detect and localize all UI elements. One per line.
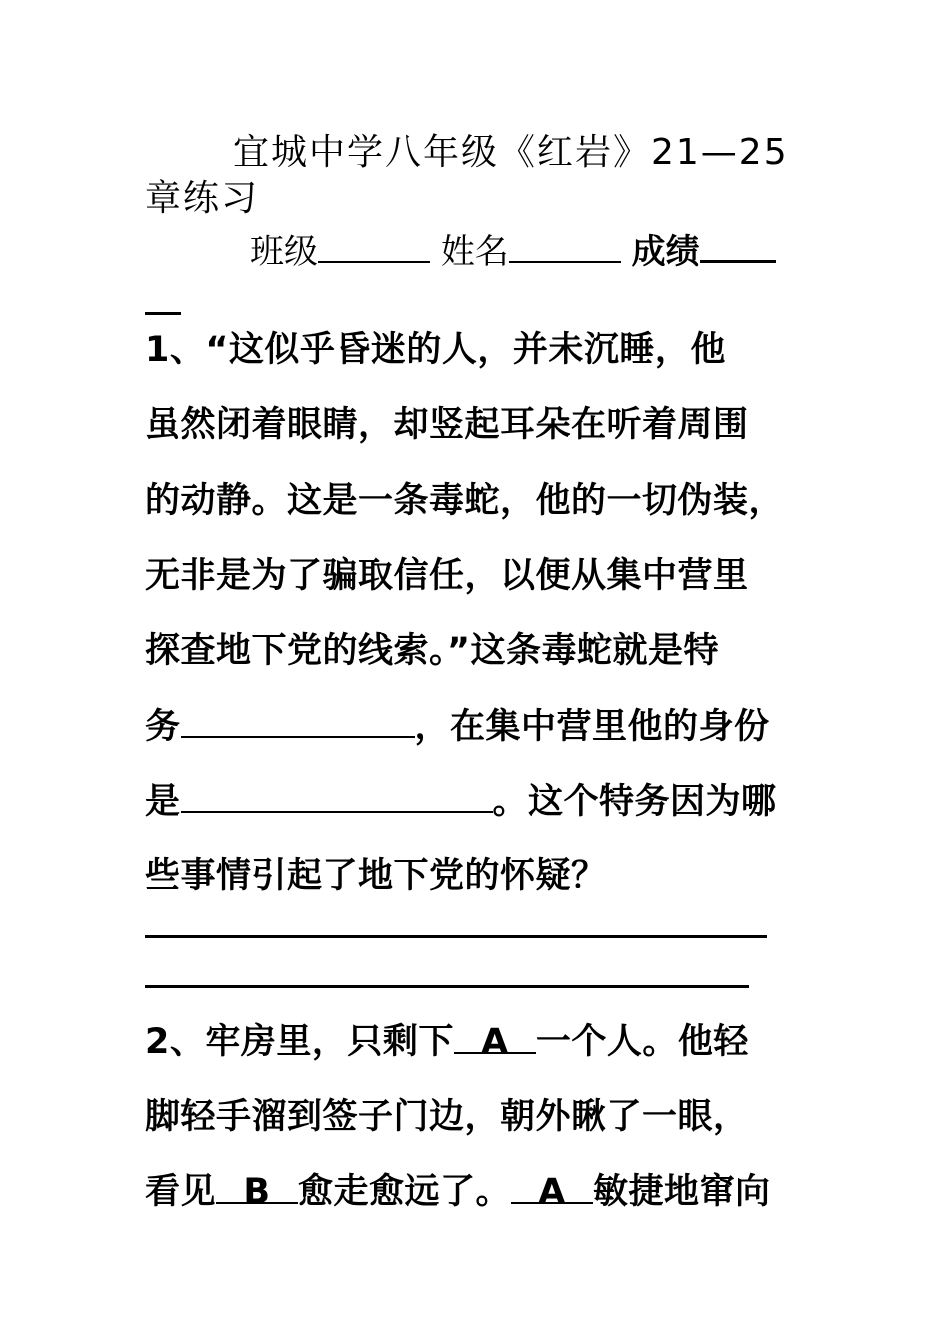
class-label: 班级 (250, 232, 318, 272)
q2-blank-b[interactable]: B (216, 1168, 298, 1204)
q1-line-5: 探查地下党的线索。”这条毒蛇就是特 (145, 631, 720, 671)
q2-text-1a: 2、牢房里，只剩下 (145, 1022, 454, 1062)
name-blank[interactable] (509, 231, 621, 263)
q1-spy-name-blank[interactable] (181, 702, 415, 738)
q1-line-3: 的动静。这是一条毒蛇，他的一切伪装， (145, 481, 785, 521)
q1-identity-blank[interactable] (181, 777, 493, 813)
q1-line-4: 无非是为了骗取信任，以便从集中营里 (145, 556, 749, 596)
q2-line-2: 脚轻手溜到签子门边，朝外瞅了一眼， (145, 1097, 749, 1137)
q1-line-1: 1、“这似乎昏迷的人，并未沉睡，他 (145, 330, 726, 370)
q2-text-3c: 敏捷地窜向 (593, 1172, 771, 1212)
q1-text-7b: 。这个特务因为哪 (492, 782, 777, 822)
q2-blank-a-1[interactable]: A (454, 1018, 536, 1054)
q2-line-1 (145, 1018, 749, 1066)
q2-text-1b: 一个人。他轻 (535, 1022, 749, 1062)
q1-line-6 (145, 702, 770, 751)
q1-text-6a: 务 (145, 707, 181, 747)
q2-line-3 (145, 1168, 771, 1216)
score-blank-overflow (145, 312, 181, 315)
q2-text-3b: 愈走愈远了。 (298, 1172, 512, 1212)
score-blank[interactable] (700, 230, 776, 263)
score-label: 成绩 (631, 232, 700, 272)
q1-line-7 (145, 777, 777, 826)
q1-answer-line-1[interactable] (145, 935, 767, 938)
q1-line-2: 虽然闭着眼睛，却竖起耳朵在听着周围 (145, 405, 749, 445)
q1-text-7a: 是 (145, 782, 181, 822)
q1-line-8: 些事情引起了地下党的怀疑？ (145, 856, 607, 896)
q1-text-6b: ，在集中营里他的身份 (414, 707, 770, 747)
student-info-row (250, 230, 810, 273)
name-label: 姓名 (440, 232, 509, 272)
q1-answer-line-2[interactable] (145, 985, 749, 988)
q2-blank-a-2[interactable]: A (511, 1168, 593, 1204)
page-title: 宜城中学八年级《红岩》21—25章练习 (145, 132, 789, 219)
class-blank[interactable] (318, 231, 430, 263)
q2-text-3a: 看见 (145, 1172, 217, 1212)
